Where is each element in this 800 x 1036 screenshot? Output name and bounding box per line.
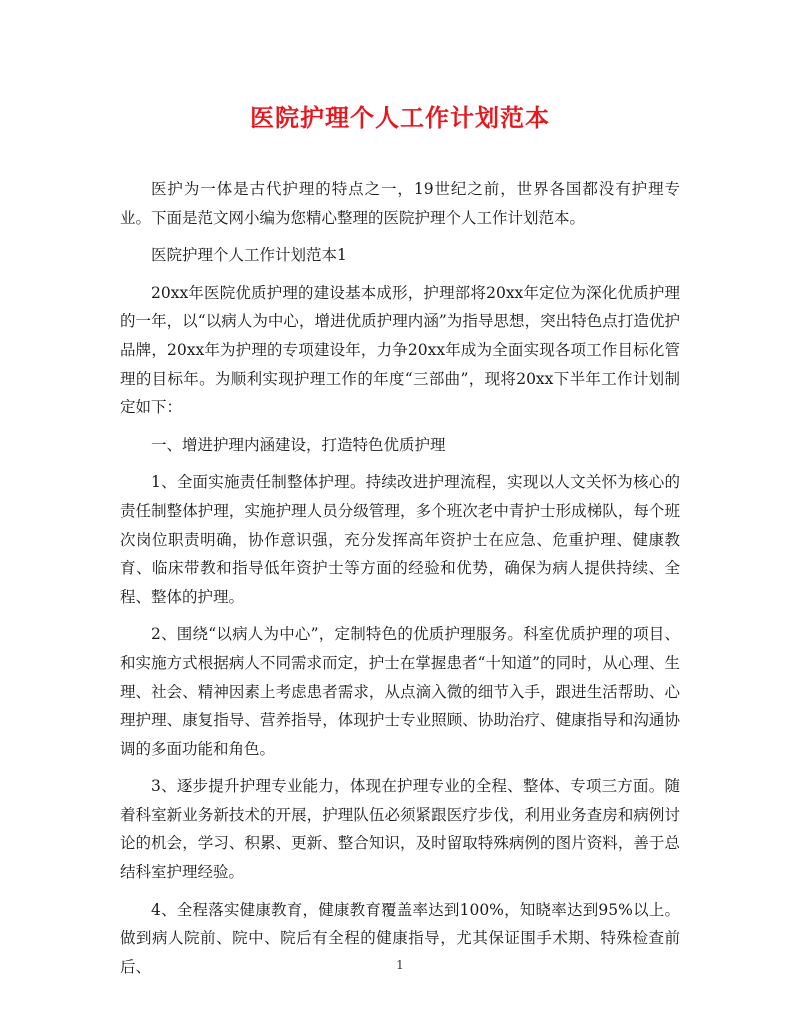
subsection-heading: 一、增进护理内涵建设，打造特色优质护理 [151,435,446,454]
page-number: 1 [396,958,404,972]
document-title: 医院护理个人工作计划范本 [250,103,550,132]
body-paragraph: 20xx年医院优质护理的建设基本成形，护理部将20xx年定位为深化优质护理的一年，以“以病人为中心，增进优质护理内涵”为指导思想，突出特色点打造优护品牌，20xx年为护理的专项建设年，力争20xx年成为全面实现各项工作目标化管理的目标年。为顺利实现护理工作的年度“三部曲”，现将20xx下半年工作计划制定如下： [120,283,680,417]
body-paragraph: 4、全程落实健康教育，健康教育覆盖率达到100%，知晓率达到95%以上。做到病人院前、院中、院后有全程的健康指导，尤其保证围手术期、特殊检查前后、 [120,900,680,976]
body-paragraph: 1、全面实施责任制整体护理。持续改进护理流程，实现以人文关怀为核心的责任制整体护理，实施护理人员分级管理，多个班次老中青护士形成梯队，每个班次岗位职责明确，协作意识强，充分发挥高年资护士在应急、危重护理、健康教育、临床带教和指导低年资护士等方面的经验和优势，确保为病人提供持续、全程、整体的护理。 [120,473,680,606]
document-body [120,175,680,981]
body-paragraph: 3、逐步提升护理专业能力，体现在护理专业的全程、整体、专项三方面。随着科室新业务新技术的开展，护理队伍必须紧跟医疗步伐，利用业务查房和病例讨论的机会，学习、积累、更新、整合知识，及时留取特殊病例的图片资料，善于总结科室护理经验。 [120,777,680,882]
body-paragraph: 2、围绕“以病人为中心”，定制特色的优质护理服务。科室优质护理的项目、和实施方式根据病人不同需求而定，护士在掌握患者“十知道”的同时，从心理、生理、社会、精神因素上考虑患者需求，从点滴入微的细节入手，跟进生活帮助、心理护理、康复指导、营养指导，体现护士专业照顾、协助治疗、健康指导和沟通协调的多面功能和角色。 [120,625,680,758]
intro-paragraph: 医护为一体是古代护理的特点之一，19世纪之前，世界各国都没有护理专业。下面是范文网小编为您精心整理的医院护理个人工作计划范本。 [120,180,680,227]
section-heading: 医院护理个人工作计划范本1 [151,246,347,265]
